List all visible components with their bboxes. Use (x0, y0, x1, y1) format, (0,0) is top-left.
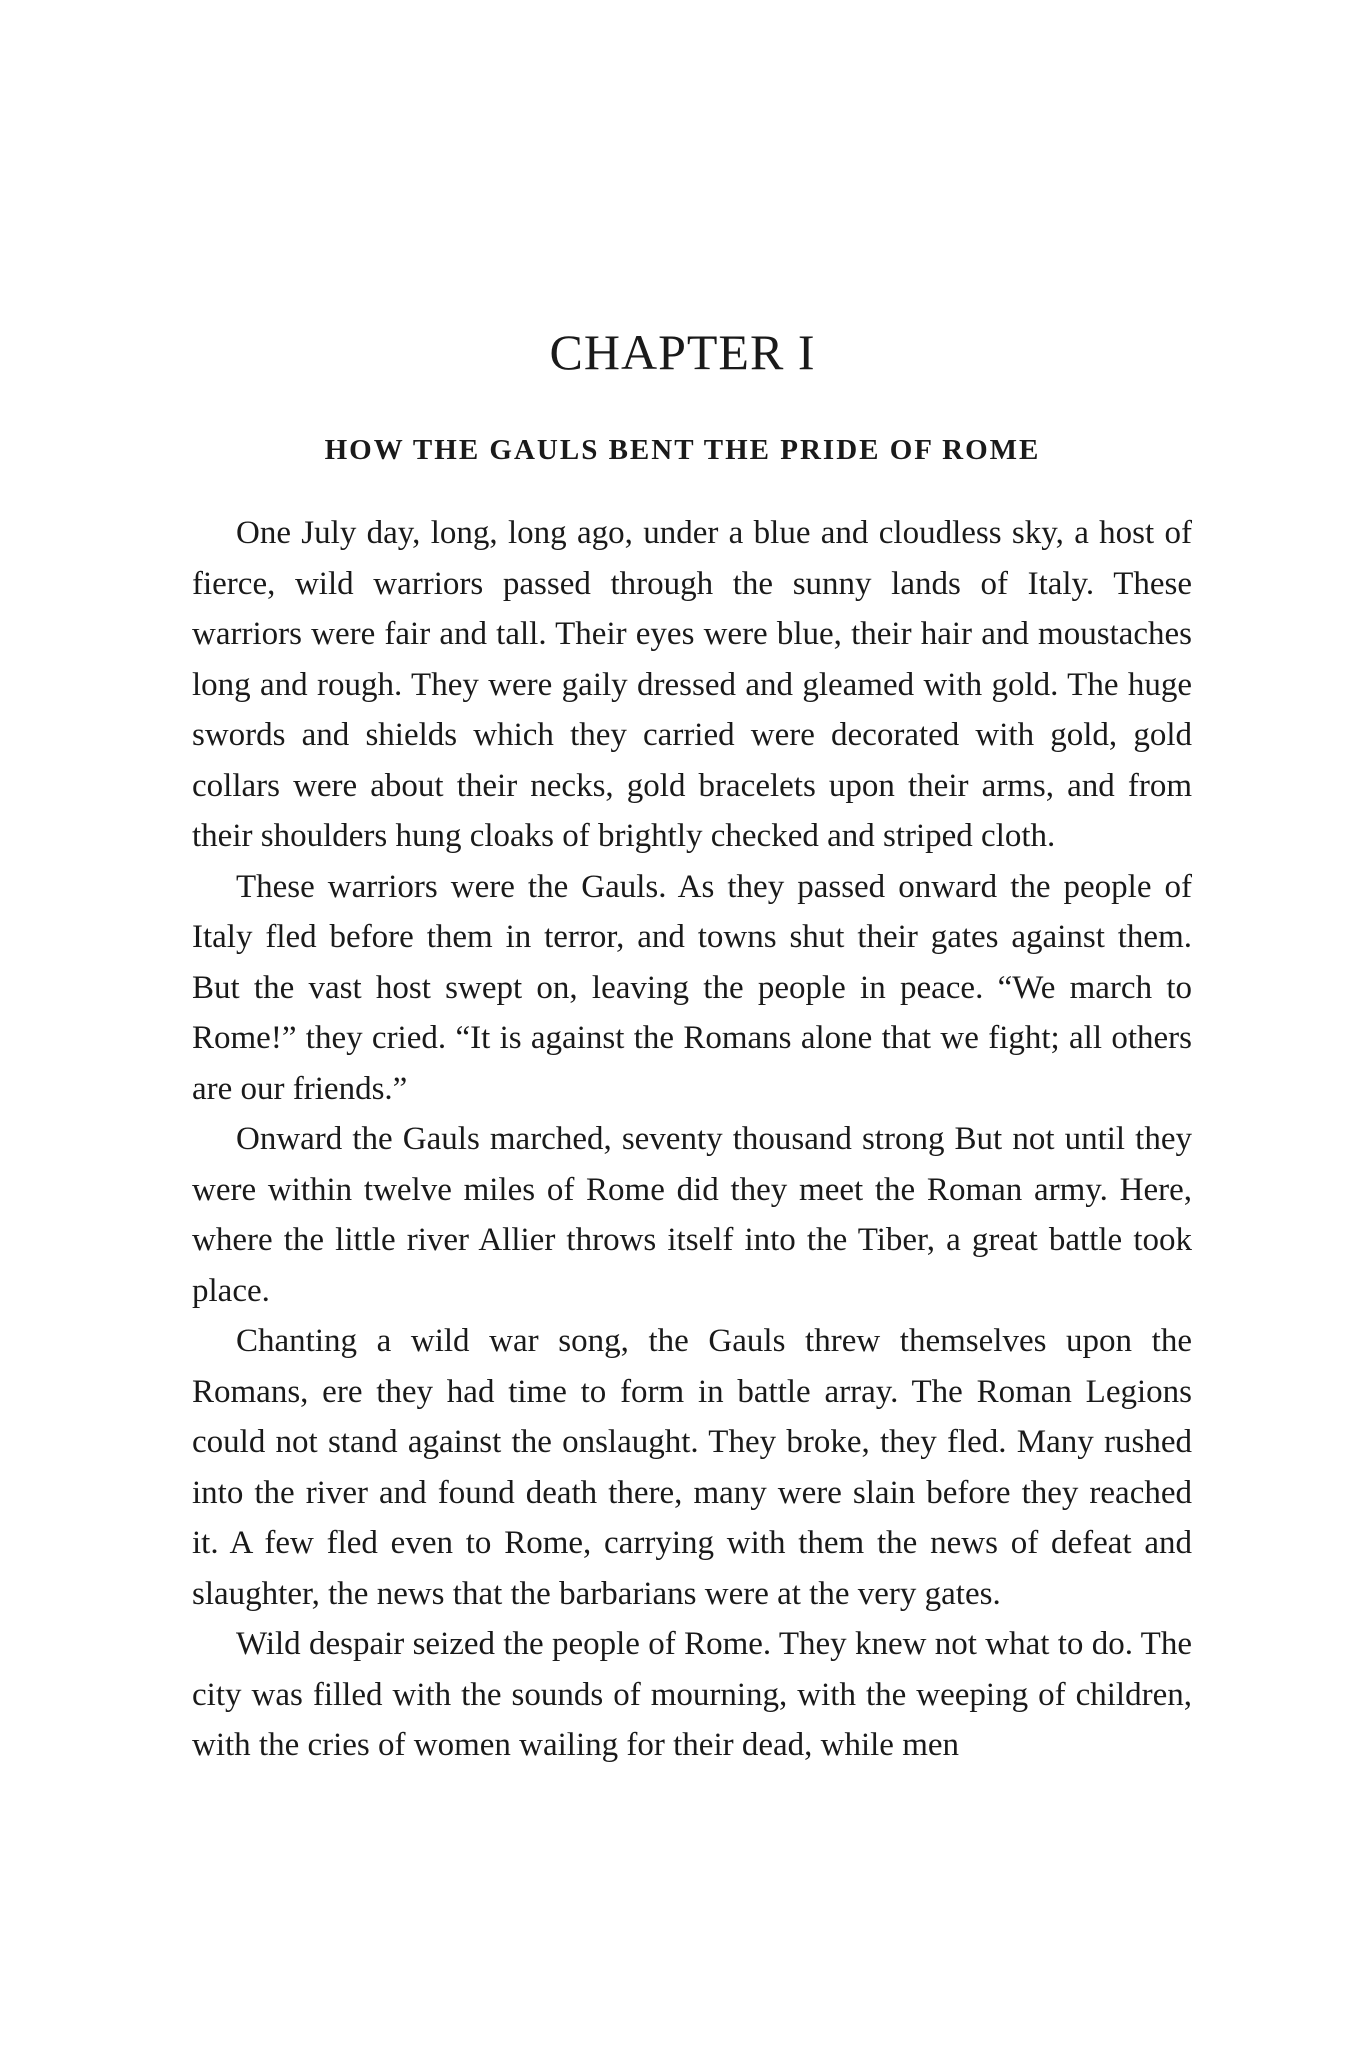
chapter-body (192, 508, 1192, 1771)
chapter-subtitle: HOW THE GAULS BENT THE PRIDE OF ROME (324, 434, 1041, 466)
paragraph: Chanting a wild war song, the Gauls threw themselves upon the Romans, ere they had time to form in battle array. The Roman Legions could not stand against the onslaught. They broke, they fled. Many rushed into the river and found death there, many were slain before they reached it. A few fled even to Rome, carrying with them the news of defeat and slaughter, the news that the barbarians were at the very gates. (192, 1323, 1192, 1612)
paragraph: These warriors were the Gauls. As they passed onward the people of Italy fled before them in terror, and towns shut their gates against them. But the vast host swept on, leaving the people in peace. “We march to Rome!” they cried. “It is against the Romans alone that we fight; all others are our friends.” (192, 868, 1192, 1107)
paragraph: Onward the Gauls marched, seventy thousand strong But not until they were within twelve miles of Rome did they meet the Roman army. Here, where the little river Allier throws itself into the Tiber, a great battle took place. (192, 1121, 1192, 1309)
paragraph: One July day, long, long ago, under a blue and cloudless sky, a host of fierce, wild warriors passed through the sunny lands of Italy. These warriors were fair and tall. Their eyes were blue, their hair and moustaches long and rough. They were gaily dressed and gleamed with gold. The huge swords and shields which they carried were decorated with gold, gold collars were about their necks, gold bracelets upon their arms, and from their shoulders hung cloaks of brightly checked and striped cloth. (192, 515, 1192, 854)
paragraph: Wild despair seized the people of Rome. They knew not what to do. The city was filled with the sounds of mourning, with the weeping of children, with the cries of women wailing for their dead, while men (192, 1626, 1192, 1763)
chapter-title: CHAPTER I (549, 324, 816, 380)
